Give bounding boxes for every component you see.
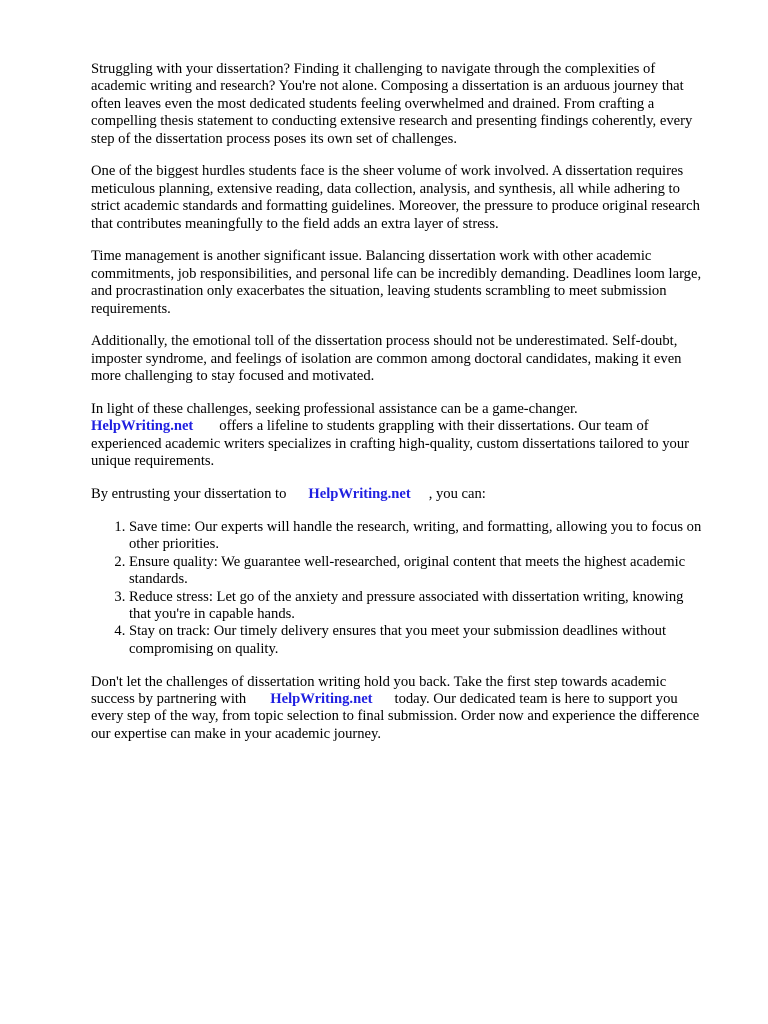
paragraph-closing-lead: Don't let the challenges of dissertation writing hold you back. Take the first step towards academic success by partnering with [91, 673, 667, 707]
paragraph-time-management: Time management is another significant issue. Balancing dissertation work with other academic commitments, job responsibilities, and personal life can be incredibly demanding. Deadlines loom large, and procrastination only exacerbates the situation, leaving students scrambling to meet submission requirements. [91, 248, 702, 317]
list-item: 2. Ensure quality: We guarantee well-researched, original content that meets the highest academic standards. [129, 554, 706, 589]
paragraph-hurdles: One of the biggest hurdles students face is the sheer volume of work involved. A dissertation requires meticulous planning, extensive reading, data collection, analysis, and synthesis, all while adhering to strict academic standards and formatting guidelines. Moreover, the pressure to produce original research that contributes meaningfully to the field adds an extra layer of stress. [91, 163, 700, 232]
paragraph-assistance [91, 401, 706, 471]
helpwriting-link[interactable]: HelpWriting.net [308, 486, 411, 503]
paragraph-assistance-lead: In light of these challenges, seeking professional assistance can be a game-changer. [91, 401, 578, 418]
list-item: 3. Reduce stress: Let go of the anxiety and pressure associated with dissertation writing, knowing that you're in capable hands. [129, 589, 706, 624]
document-page [91, 61, 706, 759]
paragraph-intro: Struggling with your dissertation? Finding it challenging to navigate through the complexities of academic writing and research? You're not alone. Composing a dissertation is an arduous journey that often leaves even the most dedicated students feeling overwhelmed and drained. From crafting a compelling thesis statement to conducting extensive research and presenting findings coherently, every step of the dissertation process poses its own set of challenges. [91, 61, 693, 147]
benefits-list [91, 519, 706, 658]
paragraph-emotional-toll: Additionally, the emotional toll of the dissertation process should not be underestimated. Self-doubt, imposter syndrome, and feelings of isolation are common among doctoral candidates, making it even more challenging to stay focused and motivated. [91, 333, 682, 385]
paragraph-entrusting-lead: By entrusting your dissertation to [91, 486, 287, 503]
helpwriting-link[interactable]: HelpWriting.net [270, 690, 373, 707]
paragraph-closing-rest: today. Our dedicated team is here to support you every step of the way, from topic selection to final submission. Order now and experience the difference our expertise can make in your academic journey. [91, 690, 700, 742]
list-item: 4. Stay on track: Our timely delivery ensures that you meet your submission deadlines without compromising on quality. [129, 623, 706, 658]
helpwriting-link[interactable]: HelpWriting.net [91, 418, 194, 435]
paragraph-entrusting-rest: , you can: [428, 486, 486, 503]
paragraph-closing [91, 674, 706, 744]
paragraph-entrusting [91, 486, 706, 503]
paragraph-assistance-rest: offers a lifeline to students grappling with their dissertations. Our team of experienced academic writers specializes in crafting high-quality, custom dissertations tailored to your unique requirements. [91, 418, 690, 470]
list-item: 1. Save time: Our experts will handle the research, writing, and formatting, allowing you to focus on other priorities. [129, 519, 706, 554]
